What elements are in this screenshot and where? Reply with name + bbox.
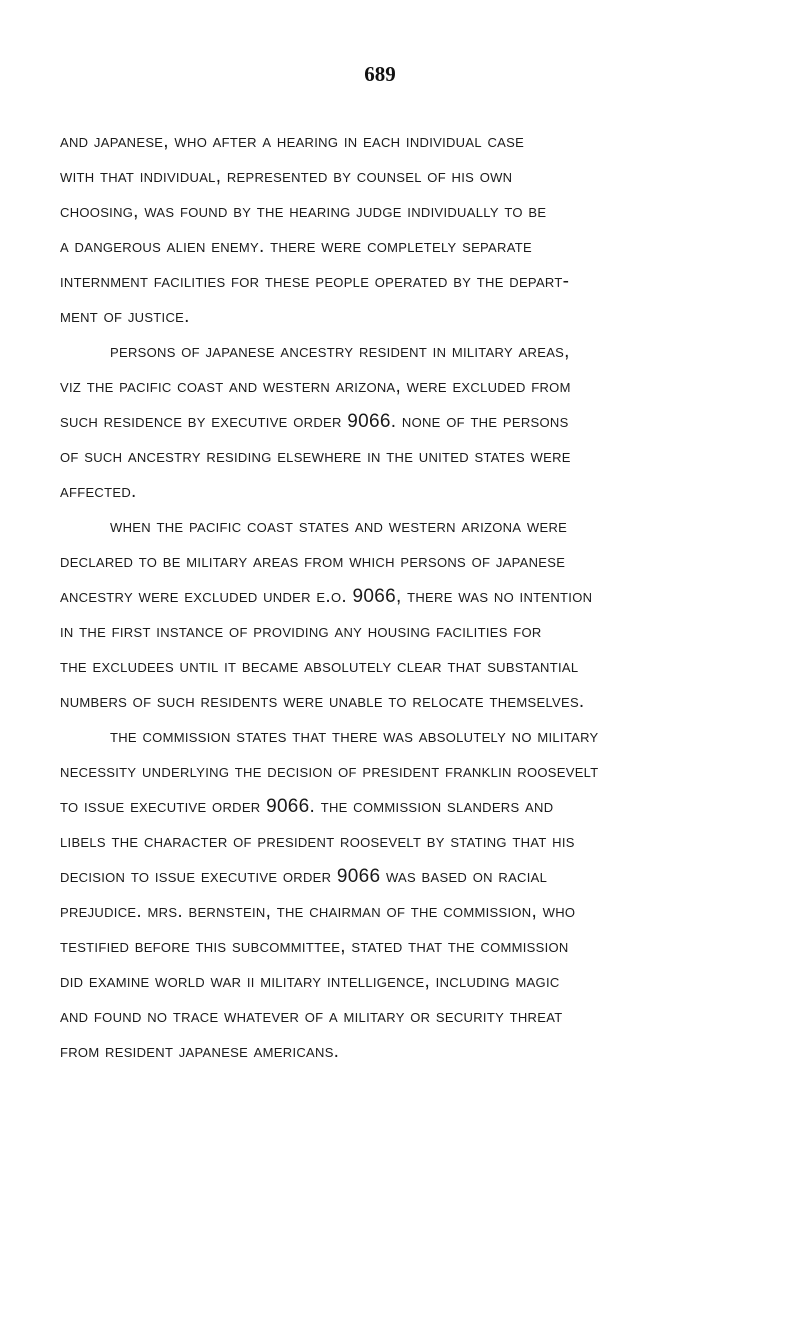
text-line: declared to be military areas from which persons of japanese bbox=[60, 551, 566, 572]
text-line: to issue executive order 9066. the commission slanders and bbox=[60, 796, 554, 817]
paragraph-first-line: persons of japanese ancestry resident in military areas, bbox=[110, 341, 570, 362]
text-line: libels the character of president roosevelt by stating that his bbox=[60, 831, 575, 852]
body-text bbox=[60, 124, 760, 1069]
text-line: affected. bbox=[60, 481, 137, 502]
text-line: of such ancestry residing elsewhere in the united states were bbox=[60, 446, 571, 467]
text-line: and japanese, who after a hearing in each individual case bbox=[60, 131, 525, 152]
paragraph-first-line: the commission states that there was absolutely no military bbox=[110, 726, 599, 747]
text-line: and found no trace whatever of a military or security threat bbox=[60, 1006, 563, 1027]
text-line: internment facilities for these people operated by the depart- bbox=[60, 271, 570, 292]
text-line: decision to issue executive order 9066 was based on racial bbox=[60, 866, 548, 887]
text-line: testified before this subcommittee, stated that the commission bbox=[60, 936, 569, 957]
text-line: in the first instance of providing any housing facilities for bbox=[60, 621, 542, 642]
text-line: did examine world war ii military intelligence, including magic bbox=[60, 971, 560, 992]
page-number: 689 bbox=[364, 62, 396, 86]
text-line: from resident japanese americans. bbox=[60, 1041, 340, 1062]
text-line: such residence by executive order 9066. none of the persons bbox=[60, 411, 569, 432]
text-line: the excludees until it became absolutely clear that substantial bbox=[60, 656, 579, 677]
text-line: prejudice. mrs. bernstein, the chairman of the commission, who bbox=[60, 901, 576, 922]
paragraph-first-line: when the pacific coast states and western arizona were bbox=[110, 516, 568, 537]
text-line: necessity underlying the decision of president franklin roosevelt bbox=[60, 761, 599, 782]
text-line: with that individual, represented by counsel of his own bbox=[60, 166, 513, 187]
text-line: ancestry were excluded under e.o. 9066, there was no intention bbox=[60, 586, 593, 607]
text-line: choosing, was found by the hearing judge individually to be bbox=[60, 201, 547, 222]
text-line: numbers of such residents were unable to relocate themselves. bbox=[60, 691, 585, 712]
text-line: ment of justice. bbox=[60, 306, 190, 327]
text-line: viz the pacific coast and western arizona, were excluded from bbox=[60, 376, 571, 397]
text-line: a dangerous alien enemy. there were completely separate bbox=[60, 236, 532, 257]
